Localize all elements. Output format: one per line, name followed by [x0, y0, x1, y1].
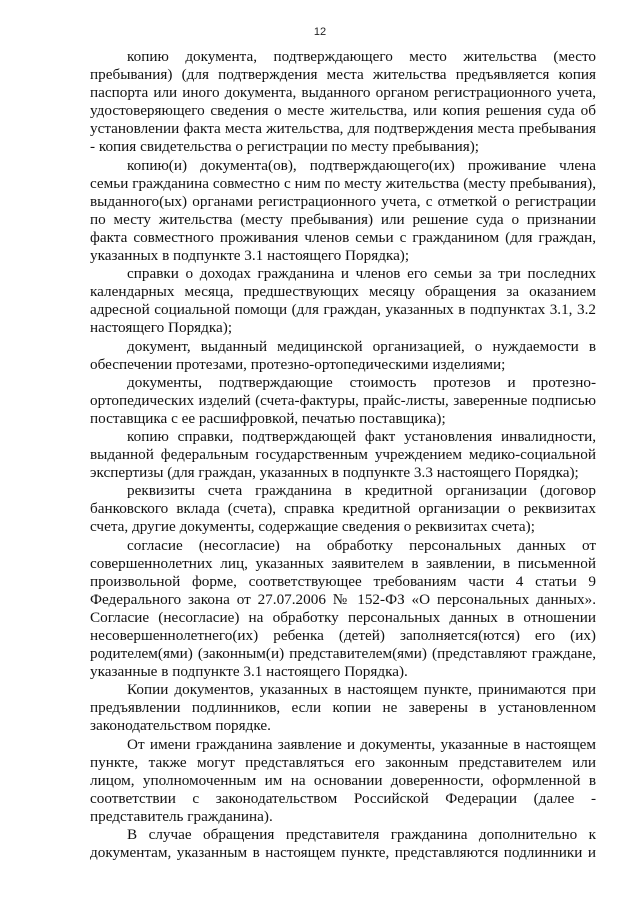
paragraph-cost-documents: документы, подтверждающие стоимость протезов и протезно-ортопедических изделий (счета-фактуры, прайс-листы, заверенные подписью поставщика с ее расшифровкой, печатью поставщика); [90, 373, 596, 427]
paragraph-income-certificates: справки о доходах гражданина и членов его семьи за три последних календарных месяца, предшествующих месяцу обращения за оказанием адресной социальной помощи (для граждан, указанных в подпунктах 3.1, 3.2 настоящего Порядка); [90, 265, 596, 337]
paragraph-personal-data-consent: согласие (несогласие) на обработку персональных данных от совершеннолетних лиц, указанных заявителем в заявлении, в письменной произвольной форме, соответствующее требованиям части 4 статьи 9 Федерального закона от 27.07.2006 № 152-ФЗ «О персональных данных». Согласие (несогласие) на обработку персональных данных в отношении несовершеннолетнего(их) ребенка (детей) заполняется(ются) его (их) родителем(ями) (законным(и) представителем(ями) (представляют граждане, указанные в подпункте 3.1 настоящего Порядка). [90, 536, 596, 681]
paragraph-disability-certificate: копию справки, подтверждающей факт установления инвалидности, выданной федеральным государственным учреждением медико-социальной экспертизы (для граждан, указанных в подпункте 3.3 настоящего Порядка); [90, 427, 596, 482]
paragraph-representative: От имени гражданина заявление и документы, указанные в настоящем пункте, также могут представляться его законным представителем или лицом, уполномоченным им на основании доверенности, оформленной в соответствии с законодательством Российской Федерации (далее - представитель гражданина). [90, 735, 596, 825]
paragraph-bank-details: реквизиты счета гражданина в кредитной организации (договор банковского вклада (счета), справка кредитной организации о реквизитах счета, другие документы, содержащие сведения о реквизитах счета); [90, 482, 596, 536]
document-body [90, 48, 596, 862]
paragraph-copies-acceptance: Копии документов, указанных в настоящем пункте, принимаются при предъявлении подлинников, если копии не заверены в установленном законодательством порядке. [90, 681, 596, 735]
paragraph-family-cohabitation-document: копию(и) документа(ов), подтверждающего(их) проживание члена семьи гражданина совместно с ним по месту жительства (месту пребывания), выданного(ых) органами регистрационного учета, с отметкой о регистрации по месту жительства (месту пребывания) или решение суда о признании факта совместного проживания членов семьи с гражданином (для граждан, указанных в подпункте 3.1 настоящего Порядка); [90, 156, 596, 265]
paragraph-residence-document: копию документа, подтверждающего место жительства (место пребывания) (для подтверждения места жительства предъявляется копия паспорта или иного документа, выданного органом регистрационного учета, удостоверяющего сведения о месте жительства, или копия решения суда об установлении факта места жительства, для подтверждения места пребывания - копия свидетельства о регистрации по месту пребывания); [90, 48, 596, 156]
paragraph-medical-document: документ, выданный медицинской организацией, о нуждаемости в обеспечении протезами, протезно-ортопедическими изделиями; [90, 337, 596, 373]
page-number: 12 [313, 26, 327, 38]
paragraph-representative-documents: В случае обращения представителя гражданина дополнительно к документам, указанным в настоящем пункте, представляются подлинники и [90, 826, 596, 862]
